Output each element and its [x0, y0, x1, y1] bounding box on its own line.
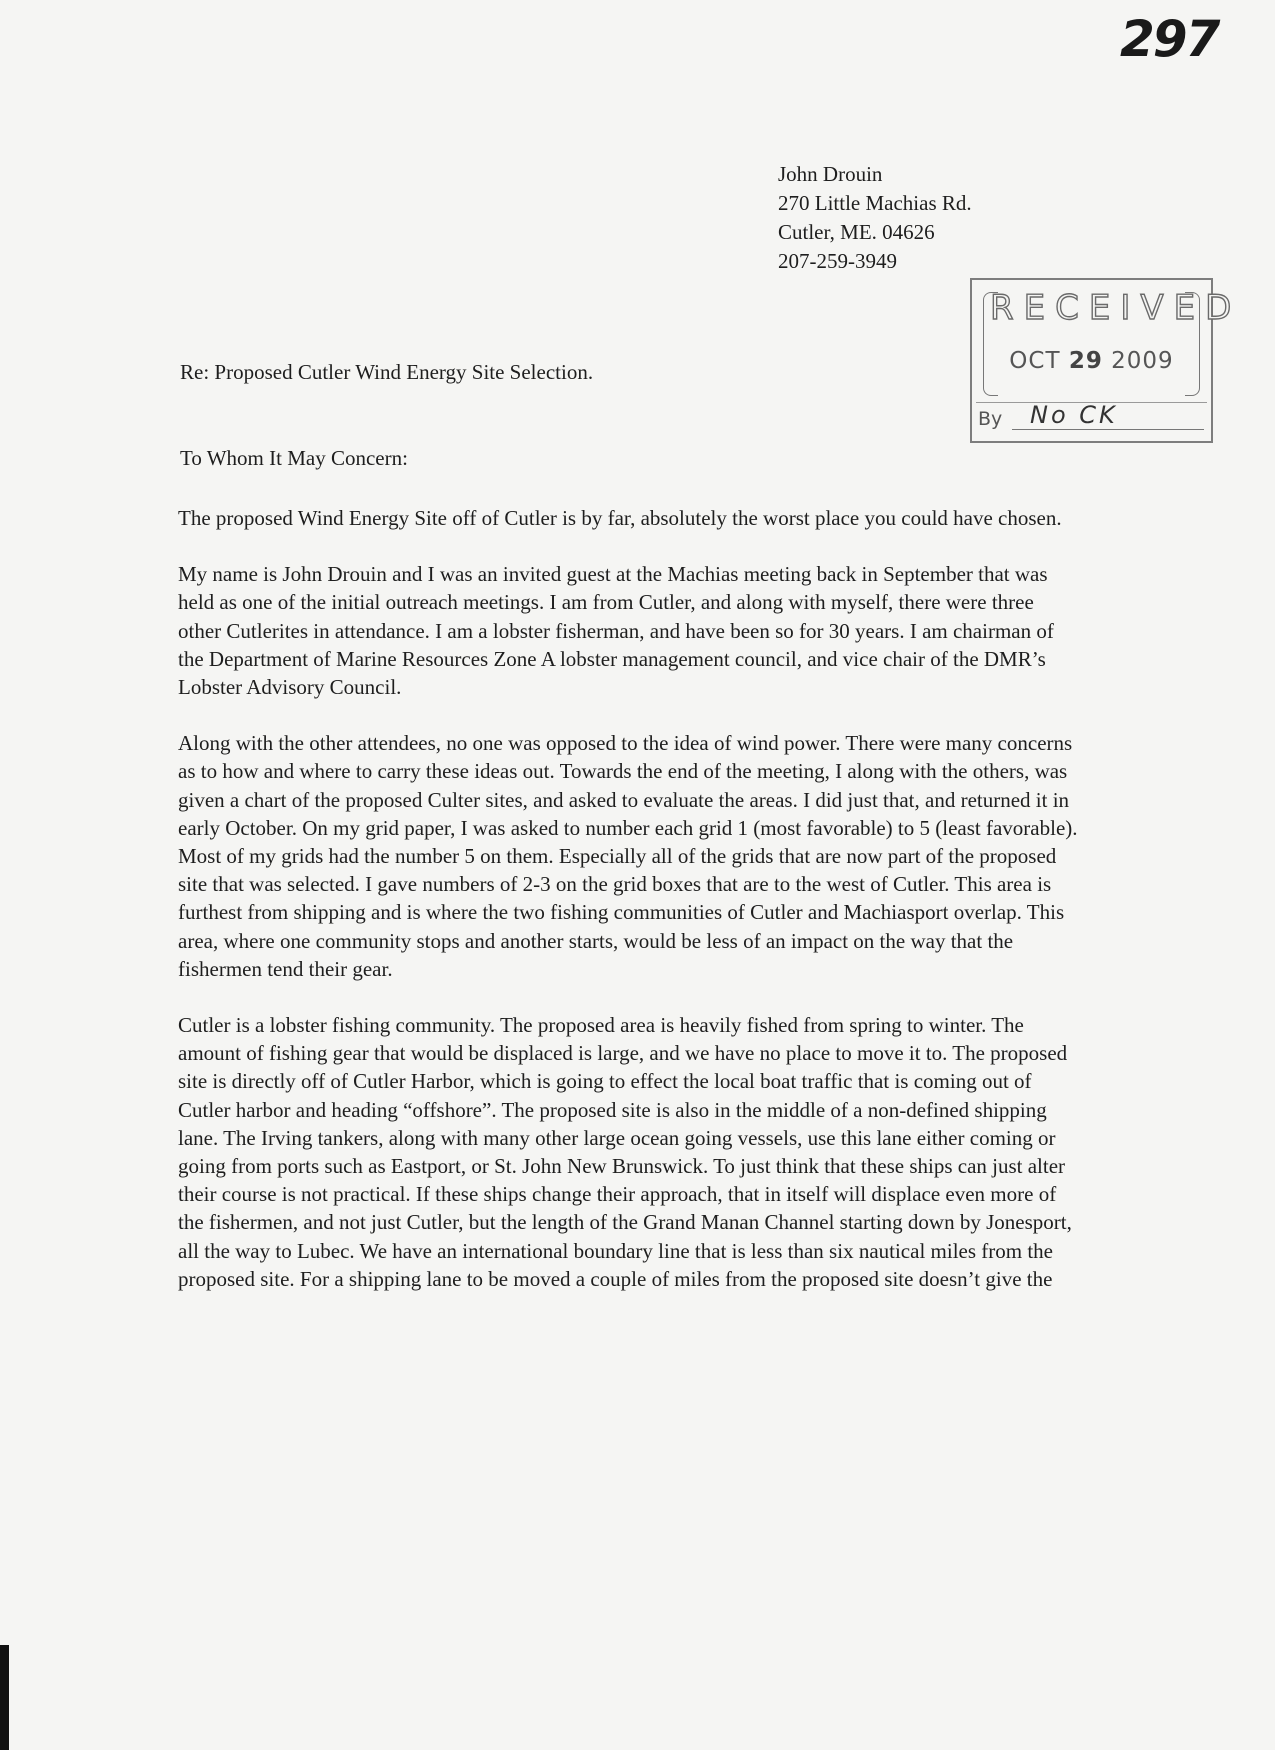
stamp-received-word: RECEIVED [990, 288, 1242, 328]
body-paragraph: Along with the other attendees, no one was opposed to the idea of wind power. There were many concerns as to how and where to carry these ideas out. Towards the end of the meeting, I along with the others, was given a chart of the proposed Culter sites, and asked to evaluate the areas. I did just that, and returned it in early October. On my grid paper, I was asked to number each grid 1 (most favorable) to 5 (least favorable). Most of my grids had the number 5 on them. Especially all of the grids that are now part of the proposed site that was selected. I gave numbers of 2-3 on the grid boxes that are to the west of Cutler. This area is furthest from shipping and is where the two fishing communities of Cutler and Machiasport overlap. This area, where one community stops and another starts, would be less of an impact on the way that the fishermen tend their gear. [178, 731, 1078, 981]
stamp-upper-box [976, 284, 1242, 403]
stamp-signature: No CK [1012, 402, 1204, 430]
sender-city-state-zip: Cutler, ME. 04626 [778, 220, 935, 244]
subject-line: Re: Proposed Cutler Wind Energy Site Selection. [180, 360, 594, 384]
stamp-by-label: By [978, 408, 1003, 430]
salutation: To Whom It May Concern: [180, 446, 408, 470]
stamp-date-year: 2009 [1111, 348, 1174, 374]
sender-phone: 207-259-3949 [778, 249, 897, 273]
sender-street: 270 Little Machias Rd. [778, 191, 972, 215]
letter-body [178, 504, 1078, 1321]
scan-edge-shadow [0, 1645, 9, 1750]
stamp-date-month: OCT [1009, 348, 1061, 374]
stamp-date-day: 29 [1068, 348, 1103, 374]
sender-name: John Drouin [778, 162, 883, 186]
received-stamp [970, 278, 1242, 443]
handwritten-page-number: 297 [1120, 10, 1219, 68]
stamp-date [976, 348, 1207, 374]
body-paragraph: My name is John Drouin and I was an invited guest at the Machias meeting back in September that was held as one of the initial outreach meetings. I am from Cutler, and along with myself, there were three other Cutlerites in attendance. I am a lobster fisherman, and have been so for 30 years. I am chairman of the Department of Marine Resources Zone A lobster management council, and vice chair of the DMR’s Lobster Advisory Council. [178, 562, 1054, 700]
body-paragraph: The proposed Wind Energy Site off of Cutler is by far, absolutely the worst place you could have chosen. [178, 506, 1062, 530]
sender-address-block [778, 160, 972, 276]
body-paragraph: Cutler is a lobster fishing community. The proposed area is heavily fished from spring to winter. The amount of fishing gear that would be displaced is large, and we have no place to move it to. The proposed site is directly off of Cutler Harbor, which is going to effect the local boat traffic that is coming out of Cutler harbor and heading “offshore”. The proposed site is also in the middle of a non-defined shipping lane. The Irving tankers, along with many other large ocean going vessels, use this lane either coming or going from ports such as Eastport, or St. John New Brunswick. To just think that these ships can just alter their course is not practical. If these ships change their approach, that in itself will displace even more of the fishermen, and not just Cutler, but the length of the Grand Manan Channel starting down by Jonesport, all the way to Lubec. We have an international boundary line that is less than six nautical miles from the proposed site. For a shipping lane to be moved a couple of miles from the proposed site doesn’t give the [178, 1013, 1072, 1291]
